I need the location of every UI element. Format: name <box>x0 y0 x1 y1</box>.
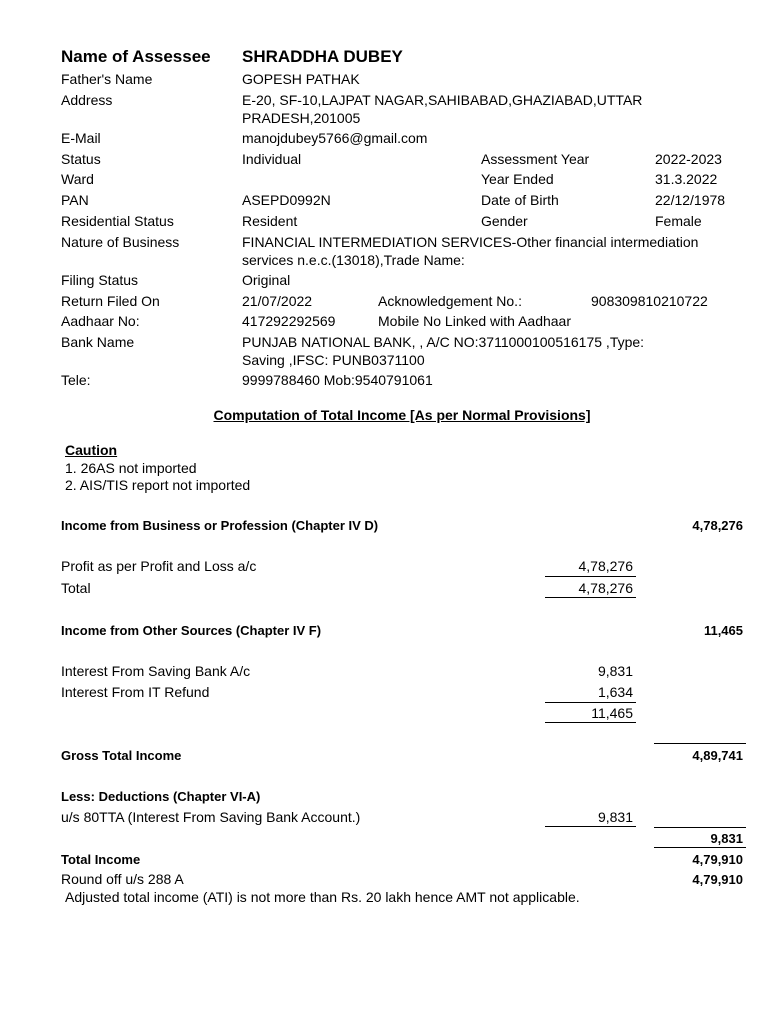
fathers-name-value: GOPESH PATHAK <box>242 71 360 87</box>
deduction-80tta-label: u/s 80TTA (Interest From Saving Bank Account.) <box>61 809 361 825</box>
year-ended-label: Year Ended <box>481 171 554 187</box>
business-total-value: 4,78,276 <box>578 580 633 596</box>
tele-value: 9999788460 Mob:9540791061 <box>242 372 433 388</box>
residential-status-value: Resident <box>242 213 298 229</box>
deduction-80tta-value: 9,831 <box>597 809 633 825</box>
aadhaar-label: Aadhaar No: <box>61 313 140 329</box>
divider <box>654 743 746 744</box>
email-label: E-Mail <box>61 130 101 146</box>
other-sources-subtotal: 11,465 <box>591 705 633 721</box>
status-value: Individual <box>242 151 302 167</box>
dob-value: 22/12/1978 <box>655 192 726 208</box>
address-label: Address <box>61 92 113 108</box>
divider <box>654 827 746 828</box>
status-label: Status <box>61 151 101 167</box>
deductions-total: 9,831 <box>710 831 743 846</box>
gender-label: Gender <box>481 213 528 229</box>
caution-item: 2. AIS/TIS report not imported <box>65 477 251 493</box>
name-of-assessee-label: Name of Assessee <box>61 47 211 66</box>
aadhaar-value: 417292292569 <box>242 313 336 329</box>
gender-value: Female <box>655 213 702 229</box>
total-income-label: Total Income <box>61 852 141 867</box>
saving-bank-interest-label: Interest From Saving Bank A/c <box>61 663 251 679</box>
filing-status-value: Original <box>242 272 291 288</box>
other-sources-total: 11,465 <box>703 623 743 638</box>
divider <box>545 702 636 703</box>
gross-total-income-value: 4,89,741 <box>692 748 743 763</box>
mobile-linked-label: Mobile No Linked with Aadhaar <box>378 313 572 329</box>
fathers-name-label: Father's Name <box>61 71 153 87</box>
assessment-year-value: 2022-2023 <box>655 151 722 167</box>
other-sources-heading: Income from Other Sources (Chapter IV F) <box>61 623 322 638</box>
caution-title: Caution <box>65 442 118 458</box>
address-value: E-20, SF-10,LAJPAT NAGAR,SAHIBABAD,GHAZIABAD,UTTAR PRADESH,201005 <box>242 92 643 126</box>
total-income-value: 4,79,910 <box>692 852 743 867</box>
divider <box>654 847 746 848</box>
email-value: manojdubey5766@gmail.com <box>242 130 428 146</box>
gross-total-income-label: Gross Total Income <box>61 748 182 763</box>
return-filed-on-label: Return Filed On <box>61 293 160 309</box>
filing-status-label: Filing Status <box>61 272 139 288</box>
assessee-name: SHRADDHA DUBEY <box>242 47 403 66</box>
nature-of-business-value: FINANCIAL INTERMEDIATION SERVICES-Other financial intermediation services n.e.c.(13018),Trade Name: <box>242 234 699 268</box>
acknowledgement-value: 908309810210722 <box>591 293 708 309</box>
round-off-value: 4,79,910 <box>692 872 743 887</box>
business-total-label: Total <box>61 580 91 596</box>
it-refund-interest-value: 1,634 <box>597 684 633 700</box>
assessment-year-label: Assessment Year <box>481 151 590 167</box>
round-off-label: Round off u/s 288 A <box>61 871 184 887</box>
profit-loss-label: Profit as per Profit and Loss a/c <box>61 558 257 574</box>
business-income-heading: Income from Business or Profession (Chapter IV D) <box>61 518 379 533</box>
divider <box>545 722 636 723</box>
divider <box>545 576 636 577</box>
nature-of-business-label: Nature of Business <box>61 234 180 250</box>
residential-status-label: Residential Status <box>61 213 174 229</box>
it-refund-interest-label: Interest From IT Refund <box>61 684 210 700</box>
amt-note: Adjusted total income (ATI) is not more than Rs. 20 lakh hence AMT not applicable. <box>65 889 580 905</box>
caution-item: 1. 26AS not imported <box>65 460 197 476</box>
profit-loss-value: 4,78,276 <box>578 558 633 574</box>
divider <box>545 597 636 598</box>
deductions-heading: Less: Deductions (Chapter VI-A) <box>61 789 261 804</box>
divider <box>545 826 636 827</box>
bank-name-value: PUNJAB NATIONAL BANK, , A/C NO:3711000100516175 ,Type: Saving ,IFSC: PUNB0371100 <box>242 334 645 368</box>
ward-label: Ward <box>61 171 94 187</box>
computation-title: Computation of Total Income [As per Normal Provisions] <box>213 407 591 423</box>
bank-name-label: Bank Name <box>61 334 135 350</box>
saving-bank-interest-value: 9,831 <box>597 663 633 679</box>
pan-label: PAN <box>61 192 89 208</box>
pan-value: ASEPD0992N <box>242 192 331 208</box>
year-ended-value: 31.3.2022 <box>655 171 718 187</box>
acknowledgement-label: Acknowledgement No.: <box>378 293 522 309</box>
tele-label: Tele: <box>61 372 91 388</box>
return-filed-on-value: 21/07/2022 <box>242 293 313 309</box>
business-income-total: 4,78,276 <box>692 518 743 533</box>
dob-label: Date of Birth <box>481 192 559 208</box>
